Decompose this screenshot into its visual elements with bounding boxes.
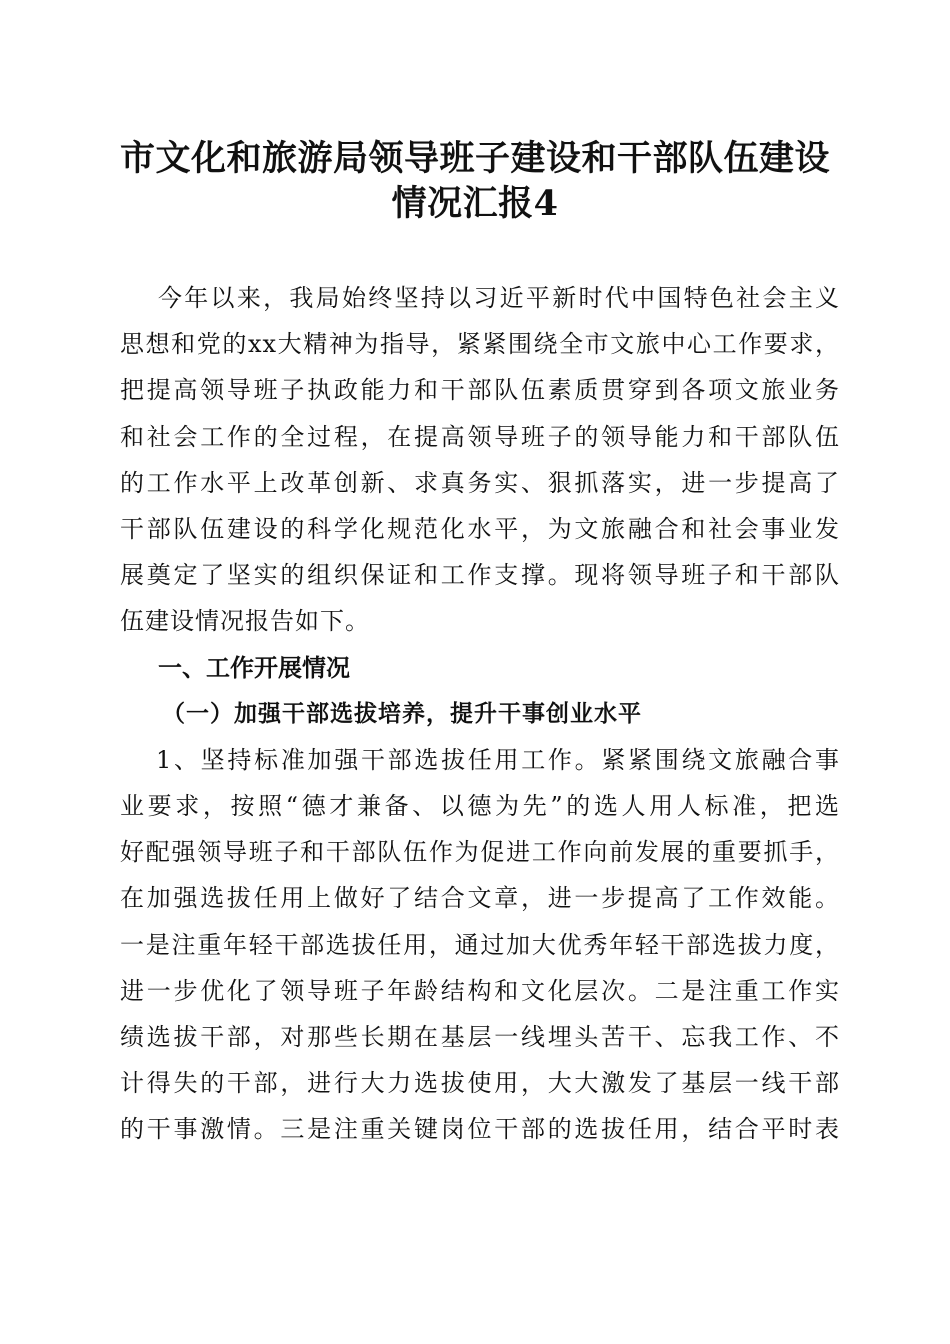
document-title-line-1: 市文化和旅游局领导班子建设和干部队伍建设 xyxy=(119,138,830,179)
section-line: 进一步优化了领导班子年龄结构和文化层次。二是注重工作实 xyxy=(120,976,840,1005)
document-body xyxy=(120,275,840,1153)
section-line: 一是注重年轻干部选拔任用，通过加大优秀年轻干部选拔力度， xyxy=(120,930,840,959)
intro-line: 的工作水平上改革创新、求真务实、狠抓落实，进一步提高了 xyxy=(120,468,840,497)
intro-line: 思想和党的xx大精神为指导，紧紧围绕全市文旅中心工作要求， xyxy=(120,330,840,359)
intro-line: 伍建设情况报告如下。 xyxy=(120,607,370,636)
document-title-line-2: 情况汇报4 xyxy=(391,183,559,224)
section-line: 在加强选拔任用上做好了结合文章，进一步提高了工作效能。 xyxy=(120,884,840,913)
section-line: 1、坚持标准加强干部选拔任用工作。紧紧围绕文旅融合事 xyxy=(156,745,840,774)
intro-line: 今年以来，我局始终坚持以习近平新时代中国特色社会主义 xyxy=(158,284,840,312)
intro-line: 展奠定了坚实的组织保证和工作支撑。现将领导班子和干部队 xyxy=(120,561,840,590)
intro-line: 干部队伍建设的科学化规范化水平，为文旅融合和社会事业发 xyxy=(120,514,840,543)
intro-line: 和社会工作的全过程，在提高领导班子的领导能力和干部队伍 xyxy=(120,422,840,451)
section-line: 的干事激情。三是注重关键岗位干部的选拔任用，结合平时表 xyxy=(120,1115,840,1144)
section-line: 计得失的干部，进行大力选拔使用，大大激发了基层一线干部 xyxy=(120,1069,840,1098)
intro-line: 把提高领导班子执政能力和干部队伍素质贯穿到各项文旅业务 xyxy=(120,376,840,405)
section-heading-2: （一）加强干部选拔培养，提升干事创业水平 xyxy=(162,699,642,727)
section-line: 绩选拔干部，对那些长期在基层一线埋头苦干、忘我工作、不 xyxy=(120,1023,840,1051)
section-line: 业要求，按照“德才兼备、以德为先”的选人用人标准，把选 xyxy=(120,792,840,821)
section-heading-1: 一、工作开展情况 xyxy=(158,653,350,682)
section-line: 好配强领导班子和干部队伍作为促进工作向前发展的重要抓手， xyxy=(120,838,840,867)
